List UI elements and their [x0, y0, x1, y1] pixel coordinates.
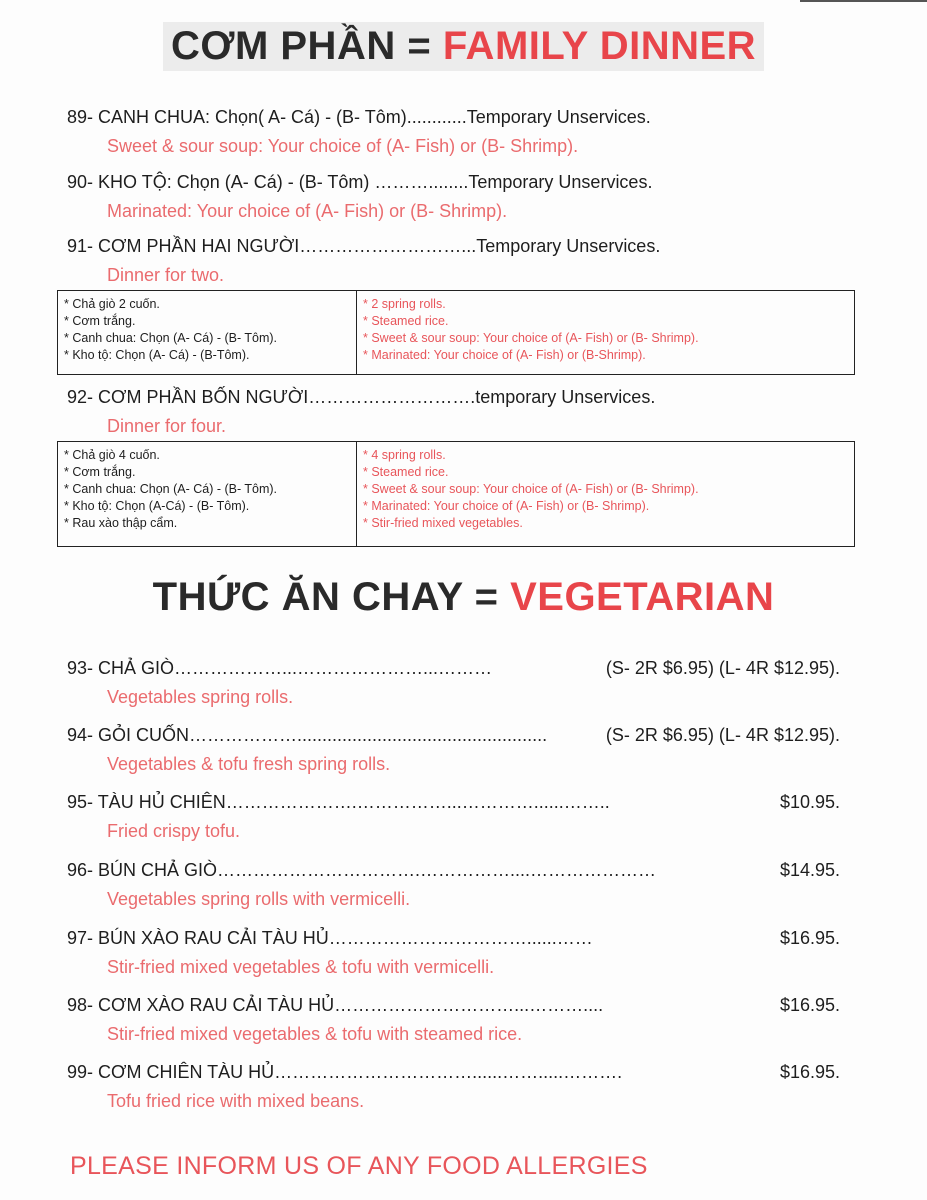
item-title: 93- CHẢ GIÒ………………...…………………...……… — [67, 658, 493, 678]
item-price: $16.95. — [779, 1062, 840, 1082]
menu-item-90 — [67, 172, 652, 222]
heading-en: VEGETARIAN — [510, 575, 775, 619]
menu-item-98 — [67, 995, 840, 1045]
item-desc: Stir-fried mixed vegetables & tofu with vermicelli. — [107, 957, 495, 977]
combo-line: * 4 spring rolls. — [363, 448, 446, 462]
menu-item-99 — [67, 1062, 840, 1112]
item-desc: Sweet & sour soup: Your choice of (A- Fish) or (B- Shrimp). — [107, 136, 579, 156]
menu-item-96 — [67, 860, 840, 910]
combo-line: * Rau xào thập cẩm. — [64, 516, 178, 530]
heading-vn: CƠM PHẦN = — [170, 24, 432, 68]
menu-item-89 — [67, 107, 651, 157]
item-desc: Vegetables & tofu fresh spring rolls. — [107, 754, 391, 774]
heading-vn: THỨC ĂN CHAY = — [152, 575, 499, 619]
vegetarian-heading — [0, 573, 927, 622]
item-price: $16.95. — [779, 995, 840, 1015]
item-title: 96- BÚN CHẢ GIÒ…………………………….……………....………………… — [67, 860, 657, 880]
menu-item-91 — [67, 236, 660, 286]
combo-en-column — [357, 442, 855, 547]
item-price: (S- 2R $6.95) (L- 4R $12.95). — [605, 725, 840, 745]
combo-line: * Sweet & sour soup: Your choice of (A- Fish) or (B- Shrimp). — [363, 482, 699, 496]
menu-item-92 — [67, 387, 655, 437]
item-title: 92- CƠM PHẦN BỐN NGƯỜI……………………….temporary Unservices. — [67, 387, 656, 407]
combo-line: * Steamed rice. — [363, 314, 449, 328]
combo-line: * Canh chua: Chọn (A- Cá) - (B- Tôm). — [64, 331, 278, 345]
item-title: 94- GỎI CUỐN……………….................................................. — [67, 725, 548, 745]
combo-line: * Canh chua: Chọn (A- Cá) - (B- Tôm). — [64, 482, 278, 496]
combo-line: * Kho tộ: Chọn (A- Cá) - (B-Tôm). — [64, 348, 250, 362]
item-desc: Fried crispy tofu. — [107, 821, 241, 841]
combo-line: * Stir-fried mixed vegetables. — [363, 516, 523, 530]
item-title: 91- CƠM PHẦN HAI NGƯỜI………………………...Temporary Unservices. — [67, 236, 661, 256]
combo-line: * Cơm trắng. — [64, 314, 136, 328]
combo-line: * Kho tộ: Chọn (A-Cá) - (B- Tôm). — [64, 499, 250, 513]
item-desc: Dinner for two. — [107, 265, 225, 285]
item-title: 98- CƠM XÀO RAU CẢI TÀU HỦ…………………………...……….... — [67, 995, 604, 1015]
combo-line: * Marinated: Your choice of (A- Fish) or (B-Shrimp). — [363, 348, 646, 362]
combo-vn-column — [58, 291, 357, 375]
combo-line: * 2 spring rolls. — [363, 297, 446, 311]
combo-line: * Cơm trắng. — [64, 465, 136, 479]
item-desc: Vegetables spring rolls. — [107, 687, 294, 707]
item-desc: Marinated: Your choice of (A- Fish) or (B- Shrimp). — [107, 201, 508, 221]
item-desc: Stir-fried mixed vegetables & tofu with steamed rice. — [107, 1024, 523, 1044]
menu-item-94 — [67, 725, 840, 775]
heading-en: FAMILY DINNER — [442, 24, 757, 68]
item-title: 97- BÚN XÀO RAU CẢI TÀU HỦ……………………………......…… — [67, 928, 593, 948]
item-title: 89- CANH CHUA: Chọn( A- Cá) - (B- Tôm)............Temporary Unservices. — [67, 107, 651, 127]
combo-line: * Sweet & sour soup: Your choice of (A- Fish) or (B- Shrimp). — [363, 331, 699, 345]
combo-line: * Marinated: Your choice of (A- Fish) or (B- Shrimp). — [363, 499, 650, 513]
combo-line: * Chả giò 2 cuốn. — [64, 297, 160, 311]
combo-line: * Steamed rice. — [363, 465, 449, 479]
item-price: $16.95. — [779, 928, 840, 948]
combo-vn-column — [58, 442, 357, 547]
menu-item-93 — [67, 658, 840, 708]
allergy-notice: PLEASE INFORM US OF ANY FOOD ALLERGIES — [70, 1152, 648, 1180]
menu-item-95 — [67, 792, 840, 842]
item-desc: Dinner for four. — [107, 416, 227, 436]
item-price: $10.95. — [779, 792, 840, 812]
combo-en-column — [357, 291, 855, 375]
combo-line: * Chả giò 4 cuốn. — [64, 448, 160, 462]
item-title: 99- CƠM CHIÊN TÀU HỦ……………………………......…….....………. — [67, 1062, 623, 1082]
scan-edge — [800, 0, 927, 2]
combo-two-table — [57, 290, 855, 375]
item-title: 95- TÀU HỦ CHIÊN………………….……………...…………......…….. — [67, 792, 610, 812]
item-price: (S- 2R $6.95) (L- 4R $12.95). — [605, 658, 840, 678]
item-price: $14.95. — [779, 860, 840, 880]
item-title: 90- KHO TỘ: Chọn (A- Cá) - (B- Tôm) ………........Temporary Unservices. — [67, 172, 653, 192]
item-desc: Vegetables spring rolls with vermicelli. — [107, 889, 411, 909]
item-desc: Tofu fried rice with mixed beans. — [107, 1091, 365, 1111]
family-dinner-heading — [0, 22, 927, 71]
menu-item-97 — [67, 928, 840, 978]
combo-four-table — [57, 441, 855, 547]
